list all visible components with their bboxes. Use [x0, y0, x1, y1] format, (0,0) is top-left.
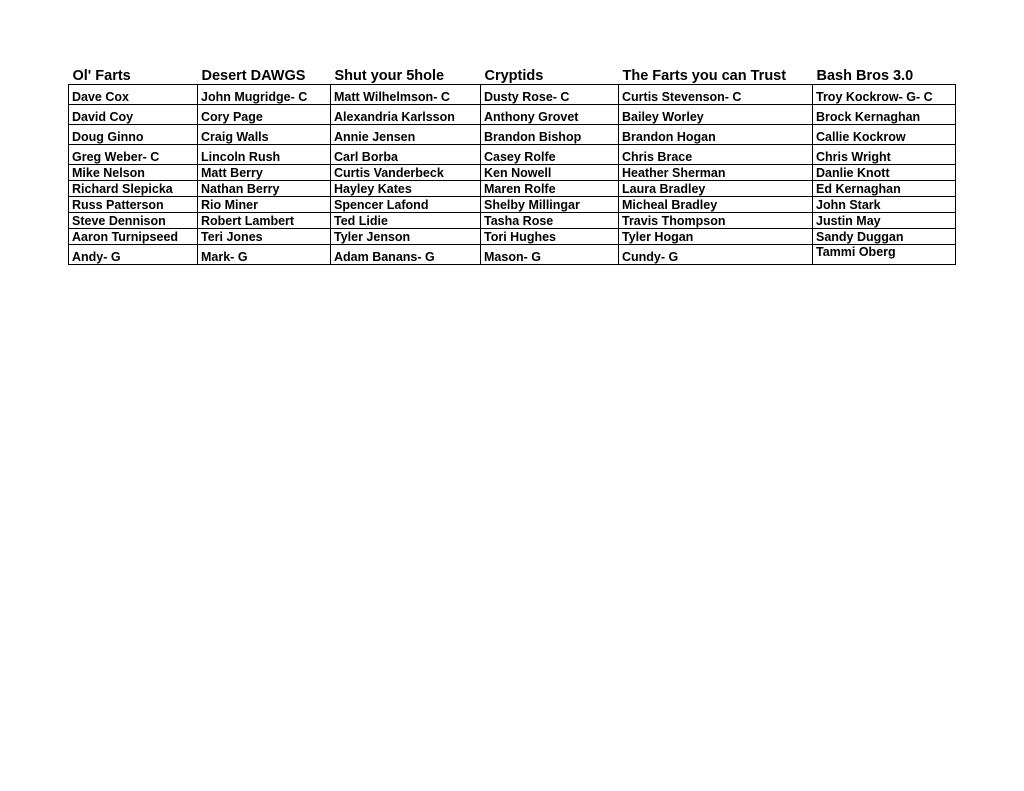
player-cell: Nathan Berry	[198, 181, 331, 197]
player-cell: Teri Jones	[198, 229, 331, 245]
team-name: The Farts you can Trust	[622, 68, 787, 84]
roster-body	[69, 85, 956, 265]
player-cell: Alexandria Karlsson	[331, 105, 481, 125]
player-cell: Cory Page	[198, 105, 331, 125]
player-cell: Tori Hughes	[481, 229, 619, 245]
player-cell: Steve Dennison	[69, 213, 198, 229]
player-cell: Richard Slepicka	[69, 181, 198, 197]
player-cell: Justin May	[813, 213, 956, 229]
player-cell: Hayley Kates	[331, 181, 481, 197]
player-cell: Brock Kernaghan	[813, 105, 956, 125]
player-cell: Andy- G	[69, 245, 198, 265]
player-cell: Laura Bradley	[619, 181, 813, 197]
player-cell: Curtis Vanderbeck	[331, 165, 481, 181]
player-cell: Sandy Duggan	[813, 229, 956, 245]
team-name: Desert DAWGS	[201, 68, 306, 84]
player-cell: Adam Banans- G	[331, 245, 481, 265]
player-cell: Annie Jensen	[331, 125, 481, 145]
team-name: Shut your 5hole	[334, 68, 445, 84]
player-cell: Rio Miner	[198, 197, 331, 213]
table-row	[69, 181, 956, 197]
player-cell: Russ Patterson	[69, 197, 198, 213]
team-roster-table	[68, 64, 956, 265]
table-row	[69, 197, 956, 213]
player-cell: Mike Nelson	[69, 165, 198, 181]
player-cell: Ted Lidie	[331, 213, 481, 229]
player-cell: Ed Kernaghan	[813, 181, 956, 197]
player-cell: Aaron Turnipseed	[69, 229, 198, 245]
player-cell: Callie Kockrow	[813, 125, 956, 145]
player-cell: Doug Ginno	[69, 125, 198, 145]
player-cell: Matt Wilhelmson- C	[331, 85, 481, 105]
player-cell: Tyler Hogan	[619, 229, 813, 245]
player-cell: Ken Nowell	[481, 165, 619, 181]
player-cell: Shelby Millingar	[481, 197, 619, 213]
player-cell: Robert Lambert	[198, 213, 331, 229]
player-cell: Tyler Jenson	[331, 229, 481, 245]
player-cell: Greg Weber- C	[69, 145, 198, 165]
team-name: Ol' Farts	[72, 68, 131, 84]
player-cell: Brandon Hogan	[619, 125, 813, 145]
player-cell: Carl Borba	[331, 145, 481, 165]
player-cell: Dave Cox	[69, 85, 198, 105]
table-row	[69, 125, 956, 145]
table-row	[69, 245, 956, 265]
team-header	[69, 64, 956, 85]
player-cell: Matt Berry	[198, 165, 331, 181]
player-cell: Troy Kockrow- G- C	[813, 85, 956, 105]
player-cell: Danlie Knott	[813, 165, 956, 181]
player-cell: Mason- G	[481, 245, 619, 265]
player-cell: Craig Walls	[198, 125, 331, 145]
player-cell: Mark- G	[198, 245, 331, 265]
player-cell: John Mugridge- C	[198, 85, 331, 105]
team-name: Bash Bros 3.0	[816, 68, 914, 84]
player-cell: Spencer Lafond	[331, 197, 481, 213]
table-row	[69, 145, 956, 165]
player-cell: Heather Sherman	[619, 165, 813, 181]
player-cell: David Coy	[69, 105, 198, 125]
table-row	[69, 105, 956, 125]
table-row	[69, 229, 956, 245]
player-cell: Brandon Bishop	[481, 125, 619, 145]
table-row	[69, 213, 956, 229]
table-row	[69, 165, 956, 181]
player-cell: Chris Brace	[619, 145, 813, 165]
player-cell: Travis Thompson	[619, 213, 813, 229]
player-cell: Casey Rolfe	[481, 145, 619, 165]
player-cell: Dusty Rose- C	[481, 85, 619, 105]
player-cell: Curtis Stevenson- C	[619, 85, 813, 105]
player-cell: Micheal Bradley	[619, 197, 813, 213]
team-header-row	[69, 64, 956, 85]
player-cell: Anthony Grovet	[481, 105, 619, 125]
player-cell: Cundy- G	[619, 245, 813, 265]
team-name: Cryptids	[484, 68, 544, 84]
player-cell: Tasha Rose	[481, 213, 619, 229]
player-cell: Tammi Oberg	[813, 245, 956, 265]
player-cell: John Stark	[813, 197, 956, 213]
player-cell: Lincoln Rush	[198, 145, 331, 165]
player-cell: Bailey Worley	[619, 105, 813, 125]
table-row	[69, 85, 956, 105]
player-cell: Chris Wright	[813, 145, 956, 165]
player-cell: Maren Rolfe	[481, 181, 619, 197]
